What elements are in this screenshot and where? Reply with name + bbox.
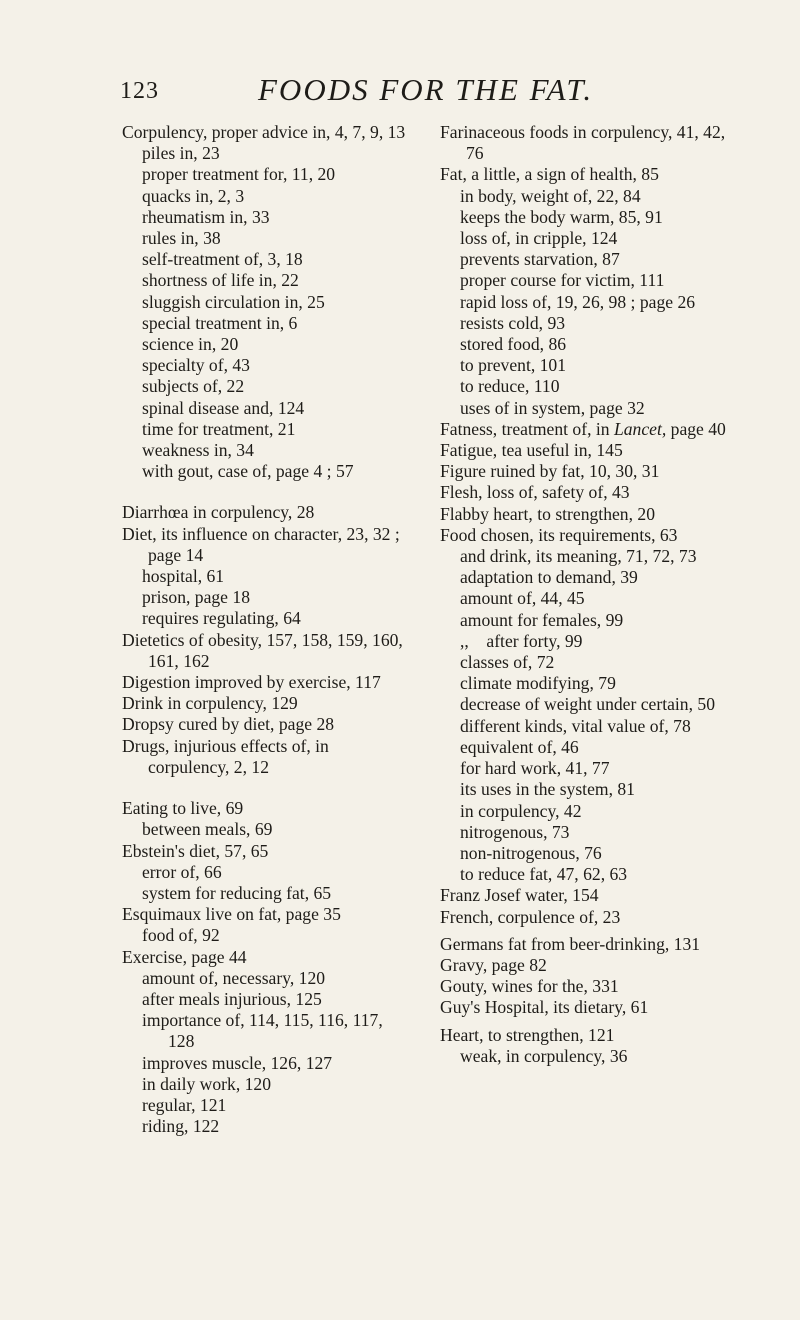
entry-text: in daily work, 120	[142, 1073, 272, 1094]
entry-text: improves muscle, 126, 127	[142, 1052, 333, 1073]
entry-text: rules in, 38	[142, 228, 221, 249]
entry-text: climate modifying, 79	[460, 673, 616, 694]
index-subentry	[440, 694, 745, 715]
entry-text: Figure ruined by fat, 10, 30, 31	[440, 461, 660, 482]
entry-text: hospital, 61	[142, 566, 225, 587]
entry-text: Corpulency, proper advice in, 4, 7, 9, 13	[122, 122, 406, 142]
index-entry	[440, 440, 745, 461]
entry-text: Flesh, loss of, safety of, 43	[440, 482, 630, 503]
index-subentry	[122, 398, 412, 419]
index-subentry	[122, 313, 412, 334]
index-subentry	[440, 652, 745, 673]
entry-text: prison, page 18	[142, 587, 250, 608]
entry-text: special treatment in, 6	[142, 312, 298, 333]
index-subentry	[122, 207, 412, 228]
index-subentry	[122, 566, 412, 587]
entry-text: ,, after forty, 99	[460, 630, 583, 651]
entry-text: nitrogenous, 73	[460, 821, 570, 842]
entry-text: its uses in the system, 81	[460, 779, 635, 800]
index-subentry	[122, 376, 412, 397]
index-entry	[440, 525, 745, 546]
index-subentry	[122, 440, 412, 461]
index-subentry	[440, 779, 745, 800]
index-entry	[440, 976, 745, 997]
entry-text: error of, 66	[142, 861, 222, 882]
entry-text: Drink in corpulency, 129	[122, 693, 298, 714]
index-entry	[122, 122, 412, 143]
entry-text: Heart, to strengthen, 121	[440, 1024, 615, 1045]
index-subentry	[122, 355, 412, 376]
entry-text: piles in, 23	[142, 143, 220, 164]
entry-text: science in, 20	[142, 334, 239, 355]
index-subentry	[440, 801, 745, 822]
index-subentry	[122, 1095, 412, 1116]
entry-text: Franz Josef water, 154	[440, 885, 599, 906]
index-subentry	[122, 1074, 412, 1095]
entry-text: and drink, its meaning, 71, 72, 73	[460, 546, 697, 567]
entry-text: quacks in, 2, 3	[142, 185, 245, 206]
entry-text: amount of, necessary, 120	[142, 967, 326, 988]
entry-text: amount of, 44, 45	[460, 588, 585, 609]
index-entry	[440, 907, 745, 928]
index-entry	[122, 693, 412, 714]
index-subentry	[122, 1053, 412, 1074]
entry-text: stored food, 86	[460, 334, 567, 355]
index-entry	[122, 904, 412, 925]
entry-text: proper course for victim, 111	[460, 270, 665, 291]
index-entry	[122, 524, 412, 566]
entry-text: keeps the body warm, 85, 91	[460, 206, 663, 227]
entry-text: adaptation to demand, 39	[460, 567, 638, 588]
index-subentry	[440, 292, 745, 313]
index-subentry	[122, 228, 412, 249]
index-entry	[440, 419, 745, 440]
entry-text: Dropsy cured by diet, page 28	[122, 714, 335, 735]
index-subentry	[440, 398, 745, 419]
index-subentry	[440, 355, 745, 376]
entry-text: proper treatment for, 11, 20	[142, 164, 336, 185]
entry-text: Farinaceous foods in corpulency, 41, 42, 76	[440, 122, 730, 164]
entry-text: to reduce fat, 47, 62, 63	[460, 864, 628, 885]
entry-text: Gouty, wines for the, 331	[440, 976, 619, 997]
entry-text: sluggish circulation in, 25	[142, 291, 325, 312]
index-subentry	[440, 631, 745, 652]
index-column-left	[122, 122, 412, 1137]
entry-text: loss of, in cripple, 124	[460, 228, 618, 249]
entry-text: resists cold, 93	[460, 312, 566, 333]
index-column-right	[440, 122, 745, 1067]
index-subentry	[122, 334, 412, 355]
entry-text: rheumatism in, 33	[142, 206, 270, 227]
index-entry	[440, 461, 745, 482]
index-subentry	[440, 567, 745, 588]
entry-text: classes of, 72	[460, 652, 555, 673]
index-subentry	[122, 883, 412, 904]
entry-text: Fat, a little, a sign of health, 85	[440, 164, 659, 185]
entry-text: rapid loss of, 19, 26, 98 ; page 26	[460, 291, 696, 312]
entry-text: prevents starvation, 87	[460, 249, 620, 270]
index-entry	[122, 502, 412, 523]
index-entry	[440, 955, 745, 976]
entry-text: Flabby heart, to strengthen, 20	[440, 503, 655, 524]
entry-text: Digestion improved by exercise, 117	[122, 672, 381, 693]
index-subentry	[440, 758, 745, 779]
index-entry	[440, 164, 745, 185]
index-subentry	[122, 608, 412, 629]
section-spacer	[122, 482, 412, 502]
entry-text: equivalent of, 46	[460, 736, 579, 757]
index-subentry	[122, 143, 412, 164]
entry-text: Food chosen, its requirements, 63	[440, 524, 678, 545]
index-subentry	[122, 1010, 412, 1052]
entry-text: Eating to live, 69	[122, 798, 244, 819]
entry-text: to reduce, 110	[460, 376, 560, 397]
entry-text: shortness of life in, 22	[142, 270, 299, 291]
entry-text: importance of, 114, 115, 116, 117, 128	[142, 1010, 388, 1052]
entry-text: self-treatment of, 3, 18	[142, 249, 303, 270]
index-subentry	[122, 270, 412, 291]
index-subentry	[440, 334, 745, 355]
entry-text: in body, weight of, 22, 84	[460, 185, 641, 206]
index-subentry	[122, 587, 412, 608]
index-subentry	[440, 610, 745, 631]
page-header	[0, 72, 800, 112]
entry-text: specialty of, 43	[142, 355, 250, 376]
index-entry	[440, 997, 745, 1018]
index-entry	[440, 1025, 745, 1046]
index-subentry	[440, 546, 745, 567]
index-entry	[440, 122, 745, 164]
entry-text: between meals, 69	[142, 819, 273, 840]
index-subentry	[122, 249, 412, 270]
running-title: FOODS FOR THE FAT.	[258, 72, 594, 107]
index-entry	[122, 714, 412, 735]
index-entry	[440, 885, 745, 906]
entry-text: Fatness, treatment of, in	[440, 418, 614, 439]
index-subentry	[440, 716, 745, 737]
entry-text: in corpulency, 42	[460, 800, 582, 821]
entry-text: weak, in corpulency, 36	[460, 1045, 628, 1066]
entry-text: Esquimaux live on fat, page 35	[122, 904, 341, 925]
index-subentry	[122, 186, 412, 207]
index-entry	[122, 947, 412, 968]
entry-text: to prevent, 101	[460, 355, 567, 376]
index-subentry	[122, 862, 412, 883]
index-subentry	[440, 822, 745, 843]
page-number: 123	[120, 78, 159, 104]
entry-text: Ebstein's diet, 57, 65	[122, 840, 269, 861]
index-subentry	[440, 1046, 745, 1067]
entry-text: time for treatment, 21	[142, 418, 296, 439]
index-subentry	[440, 186, 745, 207]
entry-tail-text: page 40	[666, 418, 726, 439]
index-subentry	[122, 819, 412, 840]
index-subentry	[440, 249, 745, 270]
index-entry	[122, 798, 412, 819]
index-subentry	[440, 588, 745, 609]
entry-text: Fatigue, tea useful in, 145	[440, 440, 623, 461]
entry-text: riding, 122	[142, 1116, 220, 1137]
entry-text: uses of in system, page 32	[460, 397, 645, 418]
index-entry	[122, 736, 412, 778]
index-subentry	[440, 270, 745, 291]
entry-text: weakness in, 34	[142, 440, 254, 461]
entry-text: Dietetics of obesity, 157, 158, 159, 160, 161, 162	[122, 629, 408, 671]
entry-text: with gout, case of, page 4 ; 57	[142, 461, 354, 482]
index-subentry	[122, 419, 412, 440]
entry-text: Germans fat from beer-drinking, 131	[440, 933, 701, 954]
index-subentry	[122, 925, 412, 946]
entry-text: requires regulating, 64	[142, 608, 301, 629]
entry-italic-text: Lancet,	[613, 418, 667, 439]
index-entry	[440, 482, 745, 503]
entry-text: non-nitrogenous, 76	[460, 842, 602, 863]
index-entry	[122, 630, 412, 672]
index-subentry	[440, 864, 745, 885]
index-subentry	[440, 207, 745, 228]
index-entry	[122, 672, 412, 693]
index-entry	[440, 934, 745, 955]
index-subentry	[122, 989, 412, 1010]
index-subentry	[122, 968, 412, 989]
index-subentry	[440, 376, 745, 397]
index-entry	[440, 504, 745, 525]
entry-text: regular, 121	[142, 1094, 227, 1115]
entry-text: Diarrhœa in corpulency, 28	[122, 502, 315, 523]
entry-text: after meals injurious, 125	[142, 988, 322, 1009]
index-subentry	[440, 673, 745, 694]
entry-text: Exercise, page 44	[122, 946, 247, 967]
entry-text: spinal disease and, 124	[142, 397, 305, 418]
index-subentry	[440, 313, 745, 334]
index-subentry	[122, 461, 412, 482]
entry-text: amount for females, 99	[460, 609, 624, 630]
entry-text: food of, 92	[142, 925, 220, 946]
index-subentry	[440, 228, 745, 249]
entry-text: subjects of, 22	[142, 376, 245, 397]
index-subentry	[122, 292, 412, 313]
entry-text: system for reducing fat, 65	[142, 882, 332, 903]
entry-text: Drugs, injurious effects of, in corpulency, 2, 12	[122, 735, 334, 777]
index-subentry	[440, 737, 745, 758]
index-entry	[122, 841, 412, 862]
entry-text: Guy's Hospital, its dietary, 61	[440, 997, 649, 1018]
entry-text: for hard work, 41, 77	[460, 758, 610, 779]
entry-text: Diet, its influence on character, 23, 32 ; page 14	[122, 523, 405, 565]
index-subentry	[122, 164, 412, 185]
entry-text: French, corpulence of, 23	[440, 906, 621, 927]
section-spacer	[122, 778, 412, 798]
entry-text: Gravy, page 82	[440, 954, 547, 975]
entry-text: different kinds, vital value of, 78	[460, 715, 691, 736]
entry-text: decrease of weight under certain, 50	[460, 694, 715, 715]
index-subentry	[122, 1116, 412, 1137]
index-subentry	[440, 843, 745, 864]
